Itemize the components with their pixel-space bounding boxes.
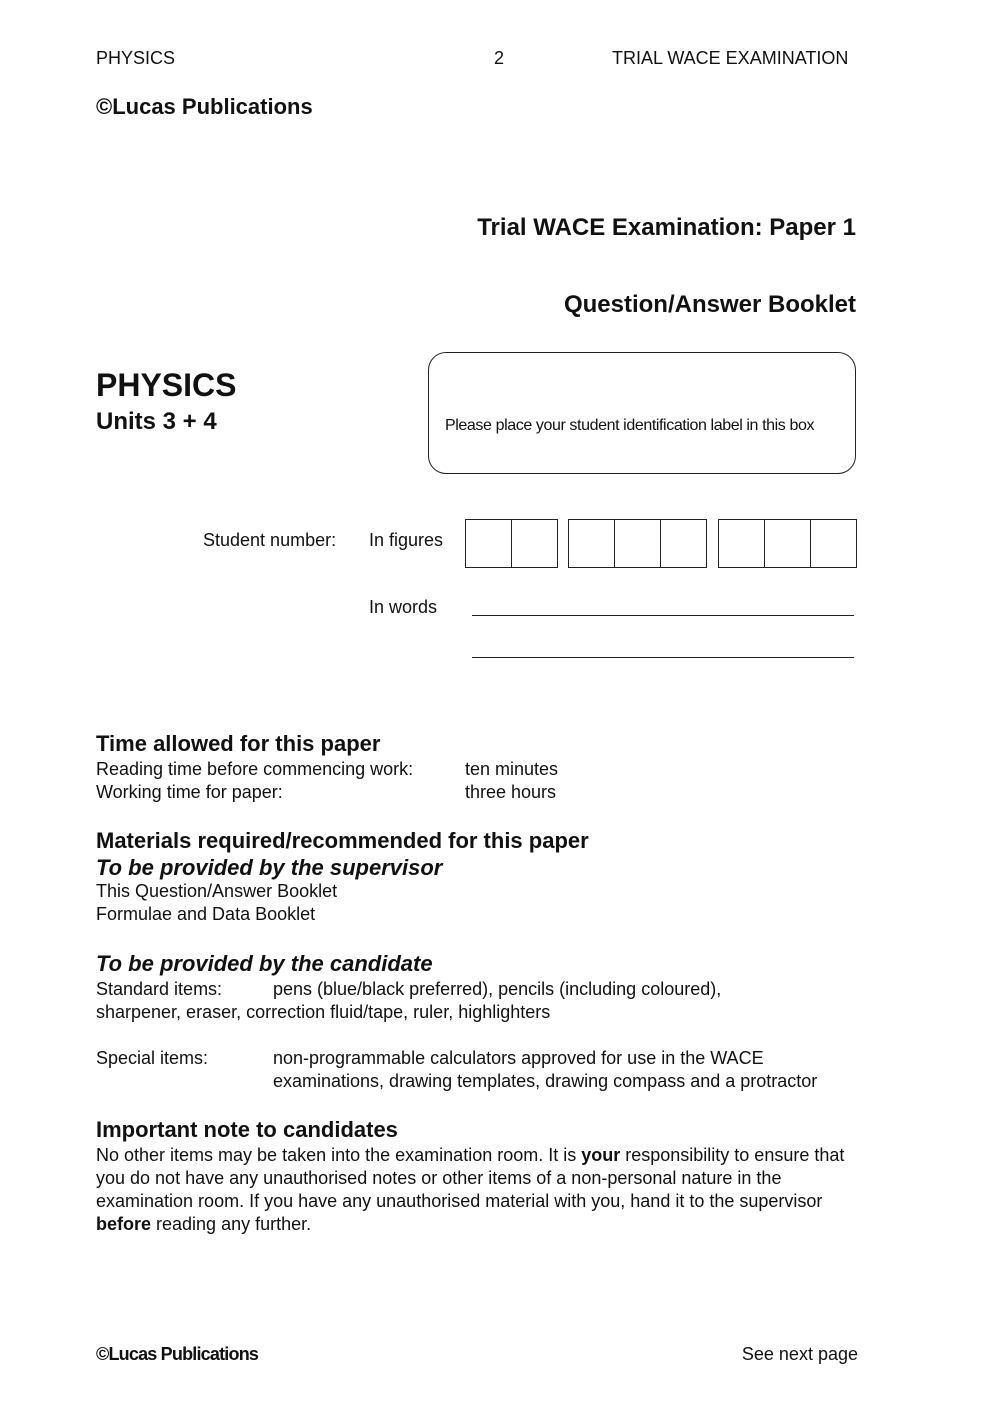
note-emphasis: before bbox=[96, 1214, 152, 1234]
footer-next-page: See next page bbox=[741, 1344, 858, 1364]
digit-box[interactable] bbox=[660, 519, 707, 568]
time-table bbox=[96, 758, 558, 804]
note-text: No other items may be taken into the examination room. It is bbox=[96, 1145, 582, 1165]
candidate-subtitle: To be provided by the candidate bbox=[96, 951, 433, 976]
units-title: Units 3 + 4 bbox=[96, 408, 217, 435]
header-subject: PHYSICS bbox=[96, 48, 176, 68]
time-row-value: three hours bbox=[465, 782, 557, 802]
special-items-line-1: non-programmable calculators approved for use in the WACE bbox=[273, 1048, 764, 1068]
time-row-label: Working time for paper: bbox=[96, 782, 283, 802]
standard-items-line-2: sharpener, eraser, correction fluid/tape, ruler, highlighters bbox=[96, 1002, 551, 1022]
note-text: responsibility to ensure that you do not have any unauthorised notes or other items of a non-personal nature in the examination room. If you have any unauthorised material with you, hand it to the supervisor bbox=[96, 1145, 845, 1211]
digit-box[interactable] bbox=[614, 519, 661, 568]
standard-items-label: Standard items: bbox=[96, 979, 223, 999]
student-id-label-box[interactable] bbox=[428, 352, 856, 474]
time-row-value: ten minutes bbox=[465, 759, 559, 779]
publisher-credit: ©Lucas Publications bbox=[96, 94, 313, 119]
list-item: Formulae and Data Booklet bbox=[96, 904, 316, 924]
in-words-label: In words bbox=[369, 597, 438, 617]
student-number-digits-group-2 bbox=[568, 519, 707, 568]
header-exam-name: TRIAL WACE EXAMINATION bbox=[612, 48, 849, 68]
in-figures-label: In figures bbox=[369, 530, 444, 550]
note-section-title: Important note to candidates bbox=[96, 1117, 398, 1142]
page-number: 2 bbox=[494, 48, 505, 68]
special-items-line-2: examinations, drawing templates, drawing compass and a protractor bbox=[273, 1071, 818, 1091]
note-text: reading any further. bbox=[151, 1214, 312, 1234]
subject-title: PHYSICS bbox=[96, 367, 237, 403]
digit-box[interactable] bbox=[718, 519, 765, 568]
student-number-digits-group-3 bbox=[718, 519, 857, 568]
materials-section-title: Materials required/recommended for this paper bbox=[96, 828, 589, 853]
supervisor-items bbox=[96, 880, 337, 926]
time-section-title: Time allowed for this paper bbox=[96, 731, 381, 756]
time-row bbox=[96, 781, 558, 804]
booklet-title: Question/Answer Booklet bbox=[563, 291, 856, 318]
time-row bbox=[96, 758, 558, 781]
standard-items-block bbox=[96, 978, 721, 1024]
digit-box[interactable] bbox=[465, 519, 512, 568]
in-words-line-2[interactable] bbox=[472, 657, 854, 658]
id-box-instruction: Please place your student identification label in this box bbox=[445, 417, 815, 434]
supervisor-subtitle: To be provided by the supervisor bbox=[96, 855, 443, 880]
footer-publisher: ©Lucas Publications bbox=[96, 1344, 259, 1364]
special-items-block bbox=[96, 1047, 817, 1093]
student-number-digits-group-1 bbox=[465, 519, 558, 568]
digit-box[interactable] bbox=[511, 519, 558, 568]
time-row-label: Reading time before commencing work: bbox=[96, 759, 414, 779]
student-number-label: Student number: bbox=[203, 530, 337, 550]
note-emphasis: your bbox=[581, 1145, 621, 1165]
in-words-line-1[interactable] bbox=[472, 615, 854, 616]
special-items-label: Special items: bbox=[96, 1048, 209, 1068]
note-paragraph bbox=[96, 1144, 866, 1236]
digit-box[interactable] bbox=[764, 519, 811, 568]
digit-box[interactable] bbox=[568, 519, 615, 568]
list-item: This Question/Answer Booklet bbox=[96, 881, 338, 901]
standard-items-line-1: pens (blue/black preferred), pencils (including coloured), bbox=[273, 979, 722, 999]
digit-box[interactable] bbox=[810, 519, 857, 568]
exam-title: Trial WACE Examination: Paper 1 bbox=[477, 214, 856, 241]
